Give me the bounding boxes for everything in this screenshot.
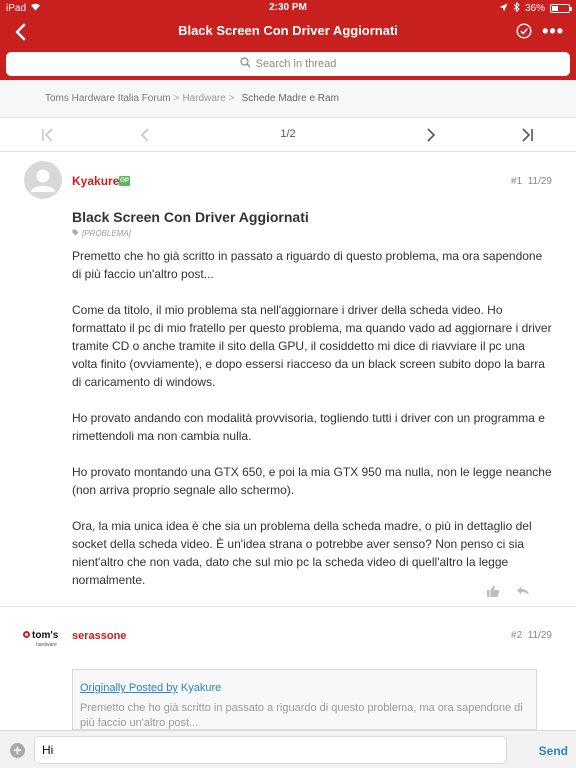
breadcrumb-item-hardware[interactable]: Hardware	[182, 93, 226, 104]
post-paragraph: Ora, la mia unica idea è che sia un problema della scheda madre, o più in dettaglio del socket della scheda video. È un'idea strana o potrebbe aver senso? Non penso ci sia nient'altro che non vada, dato che sul mio pc la scheda video di quell'altro la legge normalmente.	[72, 519, 532, 587]
quote-author[interactable]: Kyakure	[180, 682, 222, 694]
post-item	[0, 152, 576, 607]
page-indicator: 1/2	[280, 128, 296, 140]
quote-text: Premetto che ho già scritto in passato a riguardo di questo problema, ma ora sapendone di più faccio un'altro post...	[80, 702, 523, 729]
post-paragraph: Ho provato montando una GTX 650, e poi la mia GTX 950 ma nulla, non le legge neanche (non arriva proprio segnale allo schermo).	[72, 465, 552, 497]
search-icon	[240, 57, 251, 71]
subscribe-button[interactable]	[516, 23, 532, 39]
battery-icon	[550, 4, 570, 13]
post-body	[72, 247, 552, 607]
avatar[interactable]	[24, 161, 62, 199]
device-label: iPad	[6, 2, 27, 14]
more-dots-icon: •••	[542, 21, 564, 41]
post-prefix-tag	[72, 229, 131, 238]
add-attachment-button[interactable]	[10, 743, 25, 758]
post-date: 11/29	[527, 630, 552, 641]
status-bar	[0, 0, 576, 16]
search-placeholder: Search in thread	[255, 58, 337, 70]
more-options-button[interactable]	[542, 21, 564, 42]
quote-header	[80, 682, 221, 694]
post-index: #2	[511, 630, 523, 641]
last-page-button[interactable]	[518, 126, 536, 144]
location-icon	[499, 3, 508, 15]
thread-search-bar[interactable]	[6, 52, 570, 76]
user-silhouette-icon	[24, 161, 62, 199]
breadcrumb-item-current[interactable]: Schede Madre e Ram	[241, 93, 339, 104]
thread-title: Black Screen Con Driver Aggiornati	[178, 23, 398, 38]
op-badge: OP	[120, 178, 129, 184]
tag-icon	[72, 229, 79, 238]
chevron-right-icon	[422, 126, 440, 144]
plus-icon: +	[13, 742, 22, 758]
reply-composer	[0, 730, 576, 768]
post-date: 11/29	[527, 176, 552, 187]
battery-percent: 36%	[524, 3, 545, 14]
logo-subtext: hardware	[36, 642, 57, 648]
post-title: Black Screen Con Driver Aggiornati	[72, 209, 309, 225]
reply-button[interactable]	[516, 584, 530, 598]
navigation-bar	[0, 18, 576, 46]
reply-arrow-icon	[516, 584, 530, 598]
check-circle-icon	[516, 23, 532, 39]
tag-label: [PROBLEMA]	[82, 229, 131, 238]
clock: 2:30 PM	[269, 2, 307, 13]
post-item	[0, 608, 576, 730]
post-author[interactable]: Kyakure	[72, 174, 120, 188]
toms-hardware-logo	[22, 627, 64, 649]
pagination-bar	[0, 118, 576, 152]
breadcrumb-separator-icon: >	[173, 93, 180, 104]
post-number	[511, 176, 552, 187]
post-paragraph: Premetto che ho già scritto in passato a riguardo di questo problema, ma ora sapendone di più faccio un'altro post...	[72, 249, 543, 281]
thumbs-up-icon	[486, 584, 500, 598]
last-page-icon	[518, 126, 536, 144]
post-paragraph: Come da titolo, il mio problema sta nell'aggiornare i driver della scheda video. Ho formattato il pc di mio fratello per questo problema, ma quando vado ad aggiornare i driver tramite CD o anche tramite il sito della GPU, il cosiddetto mi dice di riavviare il pc una volta finito (ovviamente), e dopo essersi riacceso da un black screen subito dopo la barra di caricamento di windows.	[72, 303, 552, 389]
post-author[interactable]: serassone	[72, 630, 127, 642]
reply-input[interactable]	[34, 736, 507, 764]
logo-text: tom's	[32, 630, 59, 641]
quote-link[interactable]: Originally Posted by	[80, 682, 178, 694]
next-page-button[interactable]	[422, 126, 440, 144]
like-button[interactable]	[486, 584, 500, 598]
breadcrumb	[0, 80, 576, 118]
breadcrumb-item-forum[interactable]: Toms Hardware Italia Forum	[45, 93, 171, 104]
bluetooth-icon	[513, 2, 520, 15]
post-actions	[486, 584, 530, 598]
app-header	[0, 0, 576, 80]
avatar[interactable]	[22, 627, 64, 649]
post-number	[511, 630, 552, 641]
post-paragraph: Ho provato andando con modalità provvisoria, togliendo tutti i driver con un programma e rimettendoli ma non cambia nulla.	[72, 411, 545, 443]
quote-block	[72, 669, 537, 730]
post-index: #1	[511, 176, 523, 187]
breadcrumb-separator-icon: >	[228, 93, 235, 104]
send-button[interactable]: Send	[538, 744, 568, 758]
